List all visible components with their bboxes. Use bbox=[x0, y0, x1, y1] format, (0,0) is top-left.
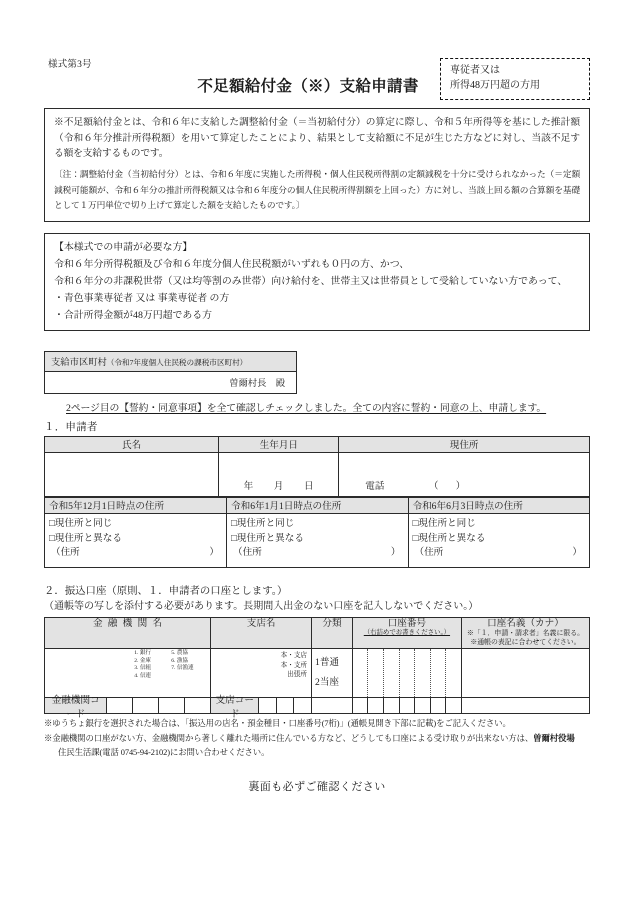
branch-kind-0: 本・支店 bbox=[280, 652, 308, 660]
applicant-header-dob: 生年月日 bbox=[219, 436, 339, 452]
applicant-header-name: 氏名 bbox=[45, 436, 219, 452]
section2-label: ２．振込口座（原則、１．申請者の口座とします。） bbox=[44, 585, 288, 597]
branch-kind-2: 出張所 bbox=[287, 671, 308, 679]
checkbox-same-2[interactable]: □現住所と同じ bbox=[412, 517, 476, 529]
footnote-2-office: 曽爾村役場 bbox=[533, 733, 575, 743]
footnote-2 bbox=[44, 732, 590, 746]
past-address-table bbox=[44, 497, 590, 568]
kind-7: 7. 信漁連 bbox=[171, 665, 194, 672]
checkbox-diff-1[interactable]: □現住所と異なる bbox=[231, 532, 304, 544]
address-open-2: （住所 bbox=[414, 547, 444, 559]
account-no-extra-boxes[interactable] bbox=[352, 698, 461, 714]
bank-account-no-input[interactable] bbox=[352, 649, 461, 698]
applicant-table bbox=[44, 436, 590, 497]
past-address-cell-2[interactable] bbox=[408, 513, 590, 567]
page-title: 不足額給付金（※）支給申請書 bbox=[197, 78, 419, 95]
account-name-spacer bbox=[461, 698, 589, 714]
applicant-header-address: 現住所 bbox=[339, 436, 590, 452]
account-name-note2: ※通帳の表記に合わせてください。 bbox=[470, 639, 581, 647]
kind-4: 4. 信連 bbox=[134, 672, 152, 679]
municipality-block bbox=[44, 351, 590, 394]
pledge-statement: 2ページ目の【誓約・同意事項】を全て確認しチェックしました。全ての内容に誓約・同意の上、申請します。 bbox=[66, 402, 547, 414]
bank-account-table bbox=[44, 617, 590, 720]
checkbox-same-0[interactable]: □現住所と同じ bbox=[49, 517, 113, 529]
eligibility-box bbox=[44, 233, 590, 331]
kind-6: 6. 漁協 bbox=[171, 657, 189, 664]
bank-header-institution: 金融機関名 bbox=[45, 618, 211, 649]
kind-1: 1. 銀行 bbox=[134, 650, 152, 657]
footnote-2-contact: 住民生活課(電話 0745-94-2102)にお問い合わせください。 bbox=[58, 747, 270, 757]
applicant-name-input[interactable] bbox=[45, 452, 219, 496]
branch-code-label: 支店コード bbox=[211, 698, 259, 713]
institution-code-label: 金融機関コード bbox=[45, 698, 107, 713]
kind-5: 5. 農協 bbox=[171, 650, 189, 657]
applicant-dob-input[interactable] bbox=[219, 452, 339, 496]
institution-code-row[interactable] bbox=[45, 694, 211, 720]
class-option-toza[interactable]: 2当座 bbox=[315, 676, 340, 688]
account-name-label: 口座名義（カナ） bbox=[487, 618, 564, 630]
target-audience-line2: 所得48万円超の方用 bbox=[450, 79, 540, 91]
municipality-value: 曽爾村長 殿 bbox=[45, 371, 297, 393]
eligibility-line-1: 令和６年分所得税額及び令和６年度分個人住民税額がいずれも０円の方、かつ、 bbox=[54, 258, 410, 270]
form-header bbox=[44, 52, 590, 108]
account-no-note: （右詰めでお書きください。） bbox=[363, 629, 451, 637]
bank-account-name-input[interactable] bbox=[461, 649, 589, 698]
bank-branch-input[interactable] bbox=[211, 649, 312, 698]
past-address-cell-1[interactable] bbox=[227, 513, 408, 567]
dob-month-label: 月 bbox=[273, 480, 284, 492]
bank-class-options[interactable] bbox=[312, 649, 353, 698]
eligibility-line-2: 令和６年分の非課税世帯（又は均等割のみ世帯）向け給付を、世帯主又は世帯員として受給していない方であって、 bbox=[54, 275, 568, 287]
dob-year-label: 年 bbox=[243, 480, 254, 492]
eligibility-heading: 【本様式での申請が必要な方】 bbox=[54, 241, 193, 253]
address-open-1: （住所 bbox=[233, 547, 262, 559]
telephone-paren-open: （ bbox=[428, 480, 456, 492]
telephone-field[interactable] bbox=[365, 478, 465, 492]
back-side-notice: 裏面も必ずご確認ください bbox=[248, 781, 386, 794]
past-address-header-1: 令和6年1月1日時点の住所 bbox=[227, 497, 408, 513]
target-audience-box bbox=[440, 58, 590, 100]
address-close-2: ） bbox=[572, 547, 582, 559]
branch-code-row[interactable] bbox=[211, 694, 312, 720]
past-address-header-2: 令和6年6月3日時点の住所 bbox=[408, 497, 590, 513]
checkbox-same-1[interactable]: □現住所と同じ bbox=[231, 517, 295, 529]
account-name-note1: ※「１．申請・請求者」名義に限る。 bbox=[466, 630, 585, 638]
address-close-1: ） bbox=[390, 547, 401, 559]
municipality-label-note: （令和7年度個人住民税の課税市区町村） bbox=[106, 358, 248, 368]
class-option-futsu[interactable]: 1普通 bbox=[315, 657, 340, 669]
bank-header-class: 分類 bbox=[312, 618, 353, 649]
account-no-digit-boxes[interactable] bbox=[353, 649, 461, 697]
eligibility-line-3: ・青色事業専従者 又は 事業専従者 の方 bbox=[54, 292, 230, 304]
address-close-0: ） bbox=[209, 547, 220, 559]
checkbox-diff-2[interactable]: □現住所と異なる bbox=[412, 532, 486, 544]
municipality-label: 支給市区町村 bbox=[51, 358, 107, 369]
telephone-label: 電話 bbox=[365, 480, 385, 492]
target-audience-line1: 専従者又は bbox=[450, 65, 500, 76]
dob-units bbox=[219, 478, 338, 492]
section2-note: （通帳等の写しを添付する必要があります。長期間入出金のない口座を記入しないでください。） bbox=[44, 601, 479, 613]
section2-block bbox=[44, 584, 590, 615]
branch-kind-1: 本・支所 bbox=[280, 661, 308, 669]
notice-sub-text: 〔注：調整給付金（当初給付分）とは、令和６年度に実施した所得税・個人住民税所得割の定額減税を十分に受けられなかった（＝定額減税可能額が、令和６年分の推計所得税額又は令和６年度分の個人住民税所得割額を上回った）方に対し、当該上回る額の合算額を基礎として１万円単位で切り上げて算定した額を支給したものです。〕 bbox=[54, 169, 580, 211]
telephone-paren-close: ） bbox=[455, 480, 466, 492]
bank-header-account-no bbox=[352, 618, 461, 649]
section1-label: １．申請者 bbox=[44, 421, 98, 433]
branch-kind-list bbox=[281, 651, 307, 680]
address-open-0: （住所 bbox=[51, 547, 80, 559]
institution-code-boxes[interactable] bbox=[45, 694, 210, 720]
kind-3: 3. 信組 bbox=[134, 665, 152, 672]
form-number: 様式第3号 bbox=[48, 60, 92, 70]
eligibility-line-4: ・合計所得金額が48万円超である方 bbox=[54, 309, 213, 321]
bank-class-spacer bbox=[312, 698, 353, 714]
account-no-extra-digits[interactable] bbox=[353, 698, 461, 713]
past-address-header-0: 令和5年12月1日時点の住所 bbox=[45, 497, 227, 513]
kind-2: 2. 金庫 bbox=[134, 657, 152, 664]
municipality-header-cell bbox=[45, 351, 297, 371]
past-address-cell-0[interactable] bbox=[45, 513, 227, 567]
institution-kind-list bbox=[134, 650, 208, 680]
account-no-label: 口座番号 bbox=[387, 618, 427, 630]
footnote-1: ※ゆうちょ銀行を選択された場合は、「振込用の店名・預金種目・口座番号(7桁)」(通帳見開き下部に記載)をご記入ください。 bbox=[44, 719, 511, 729]
footnotes bbox=[44, 717, 590, 760]
applicant-address-input[interactable] bbox=[339, 452, 590, 496]
branch-code-boxes[interactable] bbox=[211, 694, 311, 720]
municipality-table bbox=[44, 351, 297, 394]
notice-box bbox=[44, 108, 590, 222]
checkbox-diff-0[interactable]: □現住所と異なる bbox=[49, 532, 122, 544]
footnote-2-text: ※金融機関の口座がない方、金融機関から著しく離れた場所に住んでいる方など、どうしても口座による受け取りが出来ない方は、 bbox=[44, 733, 534, 743]
bank-institution-input[interactable] bbox=[45, 649, 211, 698]
notice-main-text: ※不足額給付金とは、令和６年に支給した調整給付金（＝当初給付分）の算定に際し、令和５年所得等を基にした推計額（令和６年分推計所得税額）を用いて算定したことにより、結果として支給額に不足が生じた方などに対し、当該不足する額を支給するものです。 bbox=[54, 117, 580, 160]
dob-day-label: 日 bbox=[304, 480, 315, 492]
bank-header-branch: 支店名 bbox=[211, 618, 312, 649]
bank-header-account-name bbox=[461, 618, 589, 649]
